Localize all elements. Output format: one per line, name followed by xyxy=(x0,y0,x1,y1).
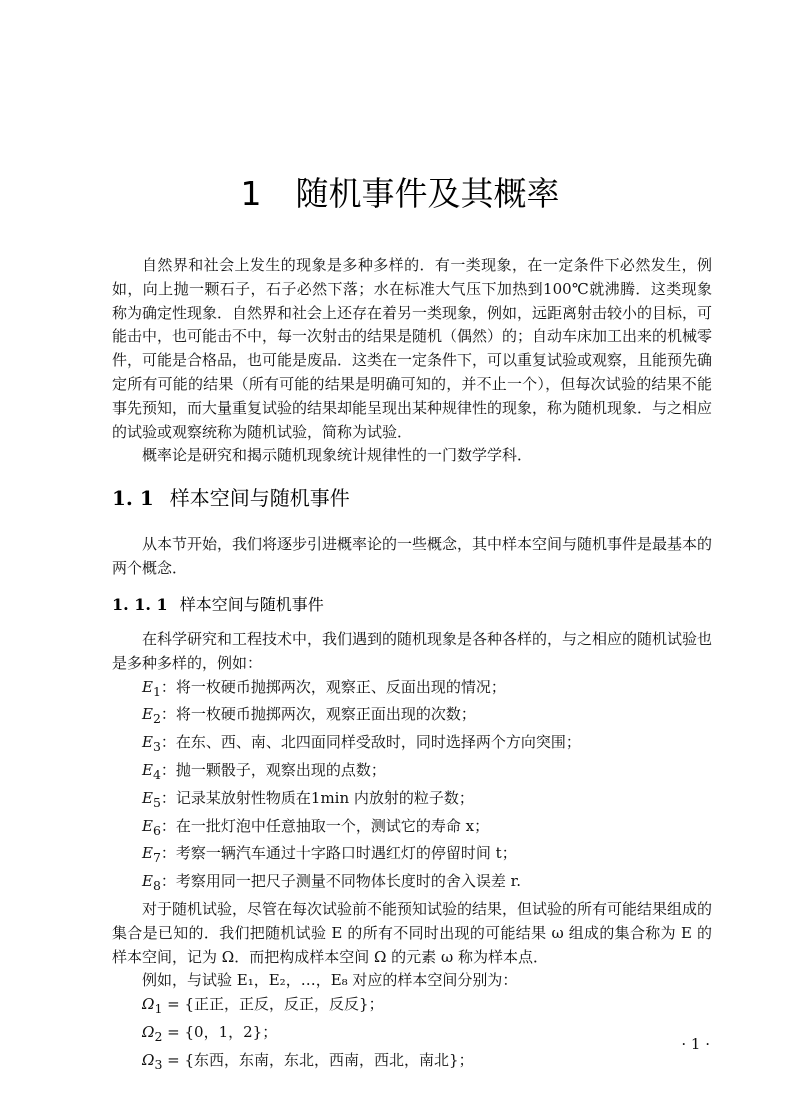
sample-space-item xyxy=(112,993,712,1021)
experiment-item xyxy=(112,870,712,898)
experiment-subscript: 6 xyxy=(152,822,161,838)
experiment-text: ：考察用同一把尺子测量不同物体长度时的舍入误差 r. xyxy=(160,872,521,891)
experiment-symbol: E xyxy=(142,844,153,863)
intro-paragraph-2: 概率论是研究和揭示随机现象统计规律性的一门数学学科． xyxy=(142,446,533,465)
sample-space-item xyxy=(112,1049,712,1077)
section-intro-block xyxy=(112,533,712,581)
experiment-subscript: 8 xyxy=(152,878,161,894)
sample-space-symbol: Ω xyxy=(142,995,155,1014)
sample-space-subscript: 1 xyxy=(154,1001,163,1017)
experiment-list xyxy=(112,676,712,898)
main-body xyxy=(112,628,712,1077)
section-intro-paragraph: 从本节开始，我们将逐步引进概率论的一些概念，其中样本空间与随机事件是最基本的两个概念． xyxy=(112,535,713,577)
experiment-symbol: E xyxy=(142,733,153,752)
experiment-subscript: 4 xyxy=(152,766,161,782)
sample-space-text: = {0，1，2}； xyxy=(162,1022,278,1041)
sample-space-item xyxy=(112,1021,712,1049)
chapter-number: 1 xyxy=(240,174,262,213)
experiment-subscript: 1 xyxy=(152,683,161,699)
section-heading xyxy=(112,485,350,511)
chapter-title-text: 随机事件及其概率 xyxy=(295,174,560,213)
experiment-text: ：记录某放射性物质在1min 内放射的粒子数； xyxy=(160,788,474,807)
experiment-symbol: E xyxy=(142,788,153,807)
experiment-subscript: 3 xyxy=(152,739,161,755)
page-number: · 1 · xyxy=(681,1035,710,1053)
sample-space-symbol: Ω xyxy=(142,1022,155,1041)
experiment-item xyxy=(112,787,712,815)
chapter-title xyxy=(0,172,800,216)
experiment-symbol: E xyxy=(142,760,153,779)
sample-space-text: = {东西，东南，东北，西南，西北，南北}； xyxy=(162,1050,474,1069)
definition-paragraph: 对于随机试验，尽管在每次试验前不能预知试验的结果，但试验的所有可能结果组成的集合是已知的．我们把随机试验 E 的所有不同时出现的可能结果 ω 组成的集合称为 E 的样本空间，记为 Ω．而把构成样本空间 Ω 的元素 ω 称为样本点． xyxy=(112,899,713,966)
sample-space-subscript: 2 xyxy=(154,1028,163,1044)
sample-space-symbol: Ω xyxy=(142,1050,155,1069)
section-number: 1. 1 xyxy=(112,486,154,510)
sample-space-list xyxy=(112,993,712,1076)
sample-space-text: = {正正，正反，反正，反反}； xyxy=(162,995,384,1014)
experiment-subscript: 7 xyxy=(152,850,161,866)
intro-block xyxy=(112,254,712,468)
sample-space-subscript: 3 xyxy=(154,1056,163,1072)
experiment-symbol: E xyxy=(142,705,153,724)
experiment-subscript: 5 xyxy=(152,794,161,810)
experiment-text: ：考察一辆汽车通过十字路口时遇红灯的停留时间 t； xyxy=(160,844,517,863)
experiment-text: ：在一批灯泡中任意抽取一个，测试它的寿命 x； xyxy=(160,816,490,835)
subsection-number: 1. 1. 1 xyxy=(112,595,168,614)
subsection-intro-paragraph: 在科学研究和工程技术中，我们遇到的随机现象是各种各样的，与之相应的随机试验也是多种多样的，例如： xyxy=(112,630,713,672)
experiment-symbol: E xyxy=(142,872,153,891)
subsection-title: 样本空间与随机事件 xyxy=(179,595,324,614)
experiment-text: ：在东、西、南、北四面同样受敌时，同时选择两个方向突围； xyxy=(160,733,581,752)
experiment-item xyxy=(112,815,712,843)
experiment-symbol: E xyxy=(142,816,153,835)
experiment-item xyxy=(112,759,712,787)
experiment-item xyxy=(112,731,712,759)
experiment-text: ：将一枚硬币抛掷两次，观察正、反面出现的情况； xyxy=(160,677,506,696)
experiment-item xyxy=(112,676,712,704)
experiment-item xyxy=(112,842,712,870)
experiment-text: ：将一枚硬币抛掷两次，观察正面出现的次数； xyxy=(160,705,476,724)
example-intro: 例如，与试验 E₁，E₂，…，E₈ 对应的样本空间分别为： xyxy=(142,971,518,990)
intro-paragraph-1: 自然界和社会上发生的现象是多种多样的．有一类现象，在一定条件下必然发生，例如，向上抛一颗石子，石子必然下落；水在标准大气压下加热到100℃就沸腾．这类现象称为确定性现象．自然界和社会上还存在着另一类现象，例如，远距离射击较小的目标，可能击中，也可能击不中，每一次射击的结果是随机（偶然）的；自动车床加工出来的机械零件，可能是合格品，也可能是废品．这类在一定条件下，可以重复试验或观察，且能预先确定所有可能的结果（所有可能的结果是明确可知的，并不止一个），但每次试验的结果不能事先预知，而大量重复试验的结果却能呈现出某种规律性的现象，称为随机现象．与之相应的试验或观察统称为随机试验，简称为试验． xyxy=(112,256,713,441)
subsection-heading xyxy=(112,594,324,616)
experiment-item xyxy=(112,703,712,731)
experiment-text: ：抛一颗骰子，观察出现的点数； xyxy=(160,760,386,779)
section-title: 样本空间与随机事件 xyxy=(169,486,350,510)
experiment-symbol: E xyxy=(142,677,153,696)
experiment-subscript: 2 xyxy=(152,711,161,727)
